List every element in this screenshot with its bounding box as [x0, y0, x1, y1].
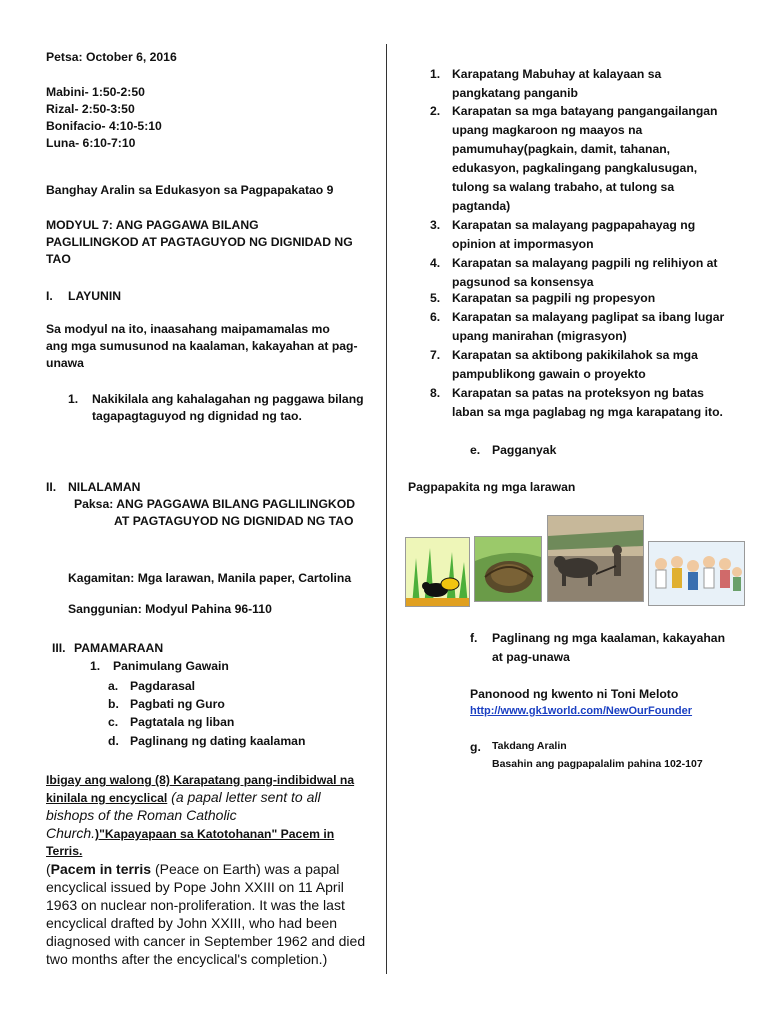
sub-key: a. [108, 679, 119, 693]
right-text: tulong sa walang trabaho, at tulong sa [452, 180, 675, 194]
kapayapaan-title: )"Kapayapaan sa Katotohanan" Pacem in [95, 827, 335, 841]
objective-text: Nakikilala ang kahalagahan ng paggawa bilang [92, 392, 364, 406]
banghay-title: Banghay Aralin sa Edukasyon sa Pagpapakatao 9 [46, 183, 334, 197]
item-letter: e. [470, 443, 481, 457]
pacem-text: encyclical drafted by John XXIII, who had been [46, 915, 338, 931]
right-text: pangkatang panganib [452, 86, 578, 100]
sub-item: Paglinang ng dating kaalaman [130, 734, 306, 748]
pagpapakita: Pagpapakita ng mga larawan [408, 480, 576, 494]
right-text: Karapatan sa patas na proteksyon ng batas [452, 386, 704, 400]
pacem-name: Pacem in terris [50, 861, 152, 877]
modyul-title: MODYUL 7: ANG PAGGAWA BILANG [46, 218, 259, 232]
section-number: I. [46, 289, 53, 303]
layunin-text: Sa modyul na ito, inaasahang maipamamalas mo [46, 322, 330, 336]
layunin-text: unawa [46, 356, 84, 370]
right-number: 5. [430, 291, 441, 305]
schedule-line: Bonifacio- 4:10-5:10 [46, 119, 162, 133]
schedule-line: Mabini- 1:50-2:50 [46, 85, 145, 99]
paglinang: at pag-unawa [492, 650, 570, 664]
right-number: 6. [430, 310, 441, 324]
pagganyak: Pagganyak [492, 443, 557, 457]
pacem-text: two months after the encyclical's completion.) [46, 951, 328, 967]
right-number: 7. [430, 348, 441, 362]
right-text: pamumuhay(pagkain, damit, tahanan, [452, 142, 671, 156]
modyul-title: PAGLILINGKOD AT PAGTAGUYOD NG DIGNIDAD NG [46, 235, 353, 249]
right-number: 3. [430, 218, 441, 232]
paglinang: Paglinang ng mga kaalaman, kakayahan [492, 631, 726, 645]
right-text: Karapatan sa malayang paglipat sa ibang lugar [452, 310, 725, 324]
encyclical-note: (a papal letter sent to all [167, 789, 321, 805]
right-number: 4. [430, 256, 441, 270]
paksa: AT PAGTAGUYOD NG DIGNIDAD NG TAO [114, 514, 354, 528]
item-letter: g. [470, 740, 481, 754]
section-number: II. [46, 480, 57, 494]
sub-item: Pagdarasal [130, 679, 196, 693]
right-text: opinion at impormasyon [452, 237, 594, 251]
right-text: Karapatan sa malayang pagpapahayag ng [452, 218, 696, 232]
pacem-text: (Peace on Earth) was a papal [151, 861, 340, 877]
ibigay-line: kinilala ng encyclical [46, 791, 168, 805]
pacem-text: 1963 on nuclear non-proliferation. It was the last [46, 897, 345, 913]
right-number: 8. [430, 386, 441, 400]
right-text: Karapatan sa mga batayang pangangailangan [452, 104, 718, 118]
right-text: Karapatan sa malayang pagpili ng relihiyon at [452, 256, 718, 270]
section-title-nilalaman: NILALAMAN [68, 480, 141, 494]
pacem-text: encyclical issued by Pope John XXIII on 11 April [46, 879, 344, 895]
right-text: upang manirahan (migrasyon) [452, 329, 627, 343]
takdang-aralin-text: Basahin ang pagpapalalim pahina 102-107 [492, 758, 703, 770]
sub-item: Pagbati ng Guro [130, 697, 225, 711]
right-text: laban sa mga paglabag ng mga karapatang ito. [452, 405, 723, 419]
right-text: pagtanda) [452, 199, 511, 213]
encyclical-note: Church. [46, 825, 96, 841]
kapayapaan-title: Terris. [46, 844, 83, 858]
panimula-number: 1. [90, 659, 101, 673]
sub-key: d. [108, 734, 119, 748]
sub-key: b. [108, 697, 119, 711]
date: Petsa: October 6, 2016 [46, 50, 177, 64]
panonood: Panonood ng kwento ni Toni Meloto [470, 687, 679, 701]
ibigay-line: Ibigay ang walong (8) Karapatang pang-indibidwal na [46, 773, 355, 787]
objective-number: 1. [68, 392, 79, 406]
panimula: Panimulang Gawain [113, 659, 229, 673]
ant-illustration-image [405, 537, 470, 607]
professions-illustration-image [648, 541, 745, 606]
paksa: Paksa: ANG PAGGAWA BILANG PAGLILINGKOD [74, 497, 356, 511]
sub-key: c. [108, 715, 119, 729]
pacem-paren: ( [46, 861, 51, 877]
right-text: upang magkaroon ng maayos na [452, 123, 643, 137]
item-letter: f. [470, 631, 478, 645]
right-text: Karapatan sa aktibong pakikilahok sa mga [452, 348, 698, 362]
schedule-line: Luna- 6:10-7:10 [46, 136, 136, 150]
carabao-farmer-photo-image [547, 515, 644, 602]
section-title-layunin: LAYUNIN [68, 289, 122, 303]
objective-text: tagapagtaguyod ng dignidad ng tao. [92, 409, 302, 423]
takdang-aralin-title: Takdang Aralin [492, 740, 567, 752]
section-number: III. [52, 641, 66, 655]
pacem-text: diagnosed with cancer in September 1962 and died [46, 933, 366, 949]
encyclical-note: bishops of the Roman Catholic [46, 807, 237, 823]
right-text: edukasyon, pagkalingang pangkalusugan, [452, 161, 698, 175]
column-divider [386, 44, 387, 974]
sanggunian: Sanggunian: Modyul Pahina 96-110 [68, 602, 272, 616]
right-text: pagsunod sa konsensya [452, 275, 594, 289]
layunin-text: ang mga sumusunod na kaalaman, kakayahan at pag- [46, 339, 358, 353]
sub-item: Pagtatala ng liban [130, 715, 235, 729]
right-text: Karapatan sa pagpili ng propesyon [452, 291, 656, 305]
founder-link[interactable]: http://www.gk1world.com/NewOurFounder [470, 705, 693, 717]
right-number: 1. [430, 67, 441, 81]
section-title-pamamaraan: PAMAMARAAN [74, 641, 164, 655]
schedule-line: Rizal- 2:50-3:50 [46, 102, 135, 116]
nest-photo-image [474, 536, 542, 602]
right-number: 2. [430, 104, 441, 118]
right-text: Karapatang Mabuhay at kalayaan sa [452, 67, 662, 81]
right-text: pampublikong gawain o proyekto [452, 367, 646, 381]
kagamitan: Kagamitan: Mga larawan, Manila paper, Cartolina [68, 571, 352, 585]
modyul-title: TAO [46, 252, 71, 266]
